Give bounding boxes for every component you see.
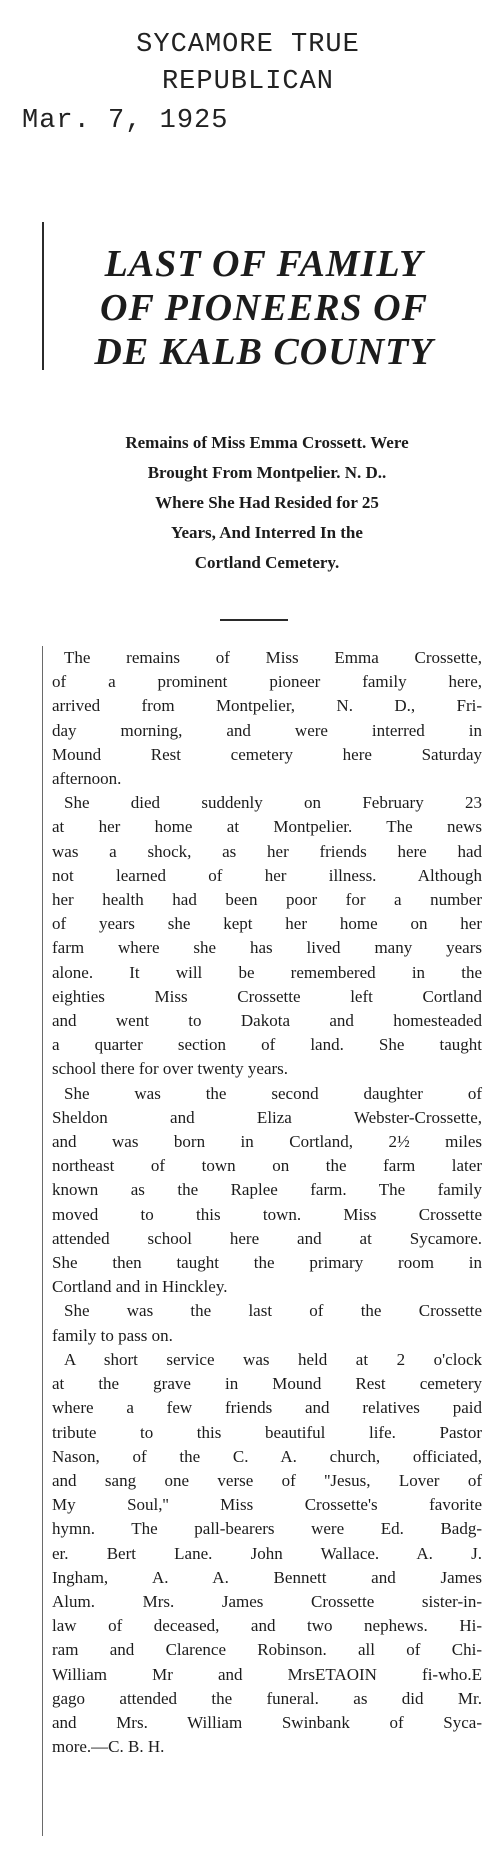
subheadline-line: Remains of Miss Emma Crossett. Were	[125, 433, 409, 452]
article-line: She was the last of the Crossette	[64, 1301, 482, 1321]
article-line: at her home at Montpelier. The news	[52, 817, 482, 837]
typed-newspaper-name-line-2: REPUBLICAN	[161, 67, 335, 97]
article-line: My Soul,'' Miss Crossette's favorite	[52, 1495, 482, 1515]
article-line: and Mrs. William Swinbank of Syca-	[52, 1712, 482, 1732]
article-line: and was born in Cortland, 2½ miles	[52, 1132, 482, 1152]
subheadline-line: Years, And Interred In the	[171, 523, 363, 542]
article-line: family to pass on.	[52, 1325, 173, 1345]
article-line: and went to Dakota and homesteaded	[52, 1011, 482, 1031]
article-line: Alum. Mrs. James Crossette sister-in-	[52, 1591, 482, 1611]
headline-line: LAST OF FAMILY	[104, 243, 424, 285]
article-line: more.—C. B. H.	[52, 1737, 165, 1757]
subheadline-line: Brought From Montpelier. N. D..	[147, 463, 387, 482]
headline-line: DE KALB COUNTY	[94, 331, 434, 373]
article-line: not learned of her illness. Although	[52, 865, 482, 885]
article-line: She then taught the primary room in	[52, 1253, 482, 1273]
article-line: day morning, and were interred in	[52, 720, 482, 740]
article-line: and sang one verse of ''Jesus, Lover of	[52, 1470, 482, 1490]
article-line: farm where she has lived many years	[52, 938, 482, 958]
subheadline-line: Where She Had Resided for 25	[155, 493, 379, 512]
article-line: known as the Raplee farm. The family	[52, 1180, 482, 1200]
headline	[38, 242, 490, 374]
article-line: hymn. The pall-bearers were Ed. Badg-	[52, 1519, 482, 1539]
article-line: Mound Rest cemetery here Saturday	[52, 744, 482, 764]
article-line: ram and Clarence Robinson. all of Chi-	[52, 1640, 482, 1660]
typed-date: Mar. 7, 1925	[22, 106, 229, 136]
article-line: Ingham, A. A. Bennett and James	[52, 1567, 482, 1587]
article-line: at the grave in Mound Rest cemetery	[52, 1374, 482, 1394]
article-line: was a shock, as her friends here had	[52, 841, 482, 861]
subheadline	[44, 428, 490, 578]
article-line: arrived from Montpelier, N. D., Fri-	[52, 696, 482, 716]
article-line: law of deceased, and two nephews. Hi-	[52, 1616, 482, 1636]
article-line: She died suddenly on February 23	[64, 793, 482, 813]
article-line: afternoon.	[52, 769, 122, 789]
article-line: attended school here and at Sycamore.	[52, 1228, 482, 1248]
article-line: She was the second daughter of	[64, 1083, 482, 1103]
article-line: of years she kept her home on her	[52, 914, 482, 934]
section-divider	[220, 619, 288, 621]
article-line: northeast of town on the farm later	[52, 1156, 482, 1176]
newspaper-clipping	[30, 222, 490, 1852]
article-line: school there for over twenty years.	[52, 1059, 289, 1079]
article-line: alone. It will be remembered in the	[52, 962, 482, 982]
article-line: moved to this town. Miss Crossette	[52, 1204, 482, 1224]
article-line: Sheldon and Eliza Webster-Crossette,	[52, 1107, 482, 1127]
article-line: Nason, of the C. A. church, officiated,	[52, 1446, 482, 1466]
subheadline-line: Cortland Cemetery.	[194, 553, 340, 572]
article-line: a quarter section of land. She taught	[52, 1035, 482, 1055]
article-line: where a few friends and relatives paid	[52, 1398, 482, 1418]
article-line: her health had been poor for a number	[52, 890, 482, 910]
article-line: The remains of Miss Emma Crossette,	[64, 648, 482, 667]
article-line: eighties Miss Crossette left Cortland	[52, 986, 482, 1006]
headline-line: OF PIONEERS OF	[100, 287, 428, 329]
article-line: er. Bert Lane. John Wallace. A. J.	[52, 1543, 482, 1563]
typed-newspaper-name-line-1: SYCAMORE TRUE	[136, 30, 360, 60]
article-line: Cortland and in Hinckley.	[52, 1277, 228, 1297]
article-line: of a prominent pioneer family here,	[52, 672, 482, 692]
article-line: William Mr and MrsETAOIN fi-who.E	[52, 1664, 482, 1684]
article-line: tribute to this beautiful life. Pastor	[52, 1422, 482, 1442]
article-line: gago attended the funeral. as did Mr.	[52, 1688, 482, 1708]
article-line: A short service was held at 2 o'clock	[64, 1349, 482, 1369]
article-body	[30, 646, 490, 1759]
